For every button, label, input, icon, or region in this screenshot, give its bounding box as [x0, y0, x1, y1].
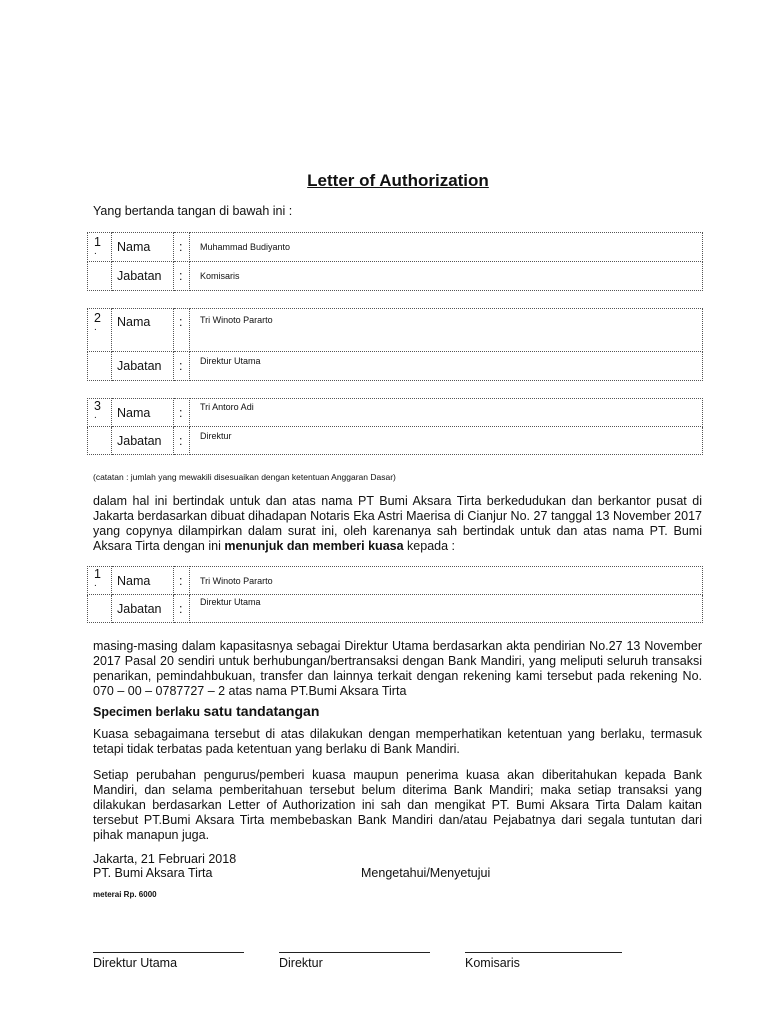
- person-number: 1 .: [88, 233, 112, 262]
- attorney-nama-value: Tri Winoto Pararto: [190, 567, 703, 595]
- jabatan-label: Jabatan: [112, 262, 174, 291]
- signature-line-komisaris: [465, 944, 622, 953]
- colon: :: [174, 567, 190, 595]
- signature-line-direktur: [279, 944, 430, 953]
- colon: :: [174, 309, 190, 352]
- document-title: Letter of Authorization: [307, 171, 489, 190]
- nama-label: Nama: [112, 399, 174, 427]
- company-name: PT. Bumi Aksara Tirta: [93, 866, 213, 880]
- person-number: 2 .: [88, 309, 112, 352]
- jabatan-value: Direktur: [190, 427, 703, 455]
- paragraph-changes: Setiap perubahan pengurus/pemberi kuasa maupun penerima kuasa akan diberitahukan kepada Bank Mandiri, dan selama pemberitahuan tersebut belum diterima Bank Mandiri; maka setiap transaksi yang dilakukan berdasarkan Letter of Authorization ini sah dan mengikat PT. Bumi Aksara Tirta Dalam kaitan tersebut PT.Bumi Aksara Tirta membebaskan Bank Mandiri dan/atau Pejabatnya dari segala tuntutan dari pihak manapun juga.: [93, 768, 702, 842]
- attorney-table: [87, 566, 703, 623]
- nama-label: Nama: [112, 567, 174, 595]
- nama-value: Tri Antoro Adi: [190, 399, 703, 427]
- person-table-2: [87, 308, 703, 381]
- empty-cell: [88, 595, 112, 623]
- signatory-komisaris: Komisaris: [465, 956, 520, 970]
- person-table-3: [87, 398, 703, 455]
- specimen-text: Specimen berlaku satu tandatangan: [93, 703, 320, 719]
- approval-text: Mengetahui/Menyetujui: [361, 866, 491, 880]
- person-table-1: [87, 232, 703, 291]
- empty-cell: [88, 352, 112, 381]
- jabatan-value: Direktur Utama: [190, 352, 703, 381]
- attorney-number: 1 .: [88, 567, 112, 595]
- intro-text: Yang bertanda tangan di bawah ini :: [93, 204, 293, 218]
- meterai-text: meterai Rp. 6000: [93, 890, 157, 899]
- jabatan-label: Jabatan: [112, 427, 174, 455]
- colon: :: [174, 399, 190, 427]
- nama-label: Nama: [112, 233, 174, 262]
- place-date: Jakarta, 21 Februari 2018: [93, 852, 237, 866]
- empty-cell: [88, 427, 112, 455]
- colon: :: [174, 427, 190, 455]
- paragraph-terms: Kuasa sebagaimana tersebut di atas dilakukan dengan memperhatikan ketentuan yang berlaku, termasuk tetapi tidak terbatas pada ketentuan yang berlaku di Bank Mandiri.: [93, 727, 702, 756]
- colon: :: [174, 233, 190, 262]
- jabatan-value: Komisaris: [190, 262, 703, 291]
- colon: :: [174, 595, 190, 623]
- signatory-direktur-utama: Direktur Utama: [93, 956, 178, 970]
- signature-line-direktur-utama: [93, 944, 244, 953]
- nama-label: Nama: [112, 309, 174, 352]
- empty-cell: [88, 262, 112, 291]
- colon: :: [174, 262, 190, 291]
- person-number: 3 .: [88, 399, 112, 427]
- jabatan-label: Jabatan: [112, 595, 174, 623]
- note-text: (catatan : jumlah yang mewakili disesuaikan dengan ketentuan Anggaran Dasar): [93, 472, 396, 482]
- attorney-jabatan-value: Direktur Utama: [190, 595, 703, 623]
- paragraph-authority: dalam hal ini bertindak untuk dan atas nama PT Bumi Aksara Tirta berkedudukan dan berkantor pusat di Jakarta berdasarkan dibuat dihadapan Notaris Eka Astri Maerisa di Cianjur No. 27 tanggal 13 November 2017 yang copynya dilampirkan dalam surat ini, oleh karenanya sah bertindak untuk dan atas nama PT. Bumi Aksara Tirta dengan ini menunjuk dan memberi kuasa kepada :: [93, 494, 702, 553]
- nama-value: Tri Winoto Pararto: [190, 309, 703, 352]
- jabatan-label: Jabatan: [112, 352, 174, 381]
- paragraph-capacity: masing-masing dalam kapasitasnya sebagai Direktur Utama berdasarkan akta pendirian No.27 13 November 2017 Pasal 20 sendiri untuk berhubungan/bertransaksi dengan Bank Mandiri, yang meliputi seluruh transaksi penarikan, pemindahbukuan, transfer dan lainnya terkait dengan rekening kami tersebut pada rekening No. 070 – 00 – 0787727 – 2 atas nama PT.Bumi Aksara Tirta: [93, 639, 702, 698]
- colon: :: [174, 352, 190, 381]
- signatory-direktur: Direktur: [279, 956, 323, 970]
- nama-value: Muhammad Budiyanto: [190, 233, 703, 262]
